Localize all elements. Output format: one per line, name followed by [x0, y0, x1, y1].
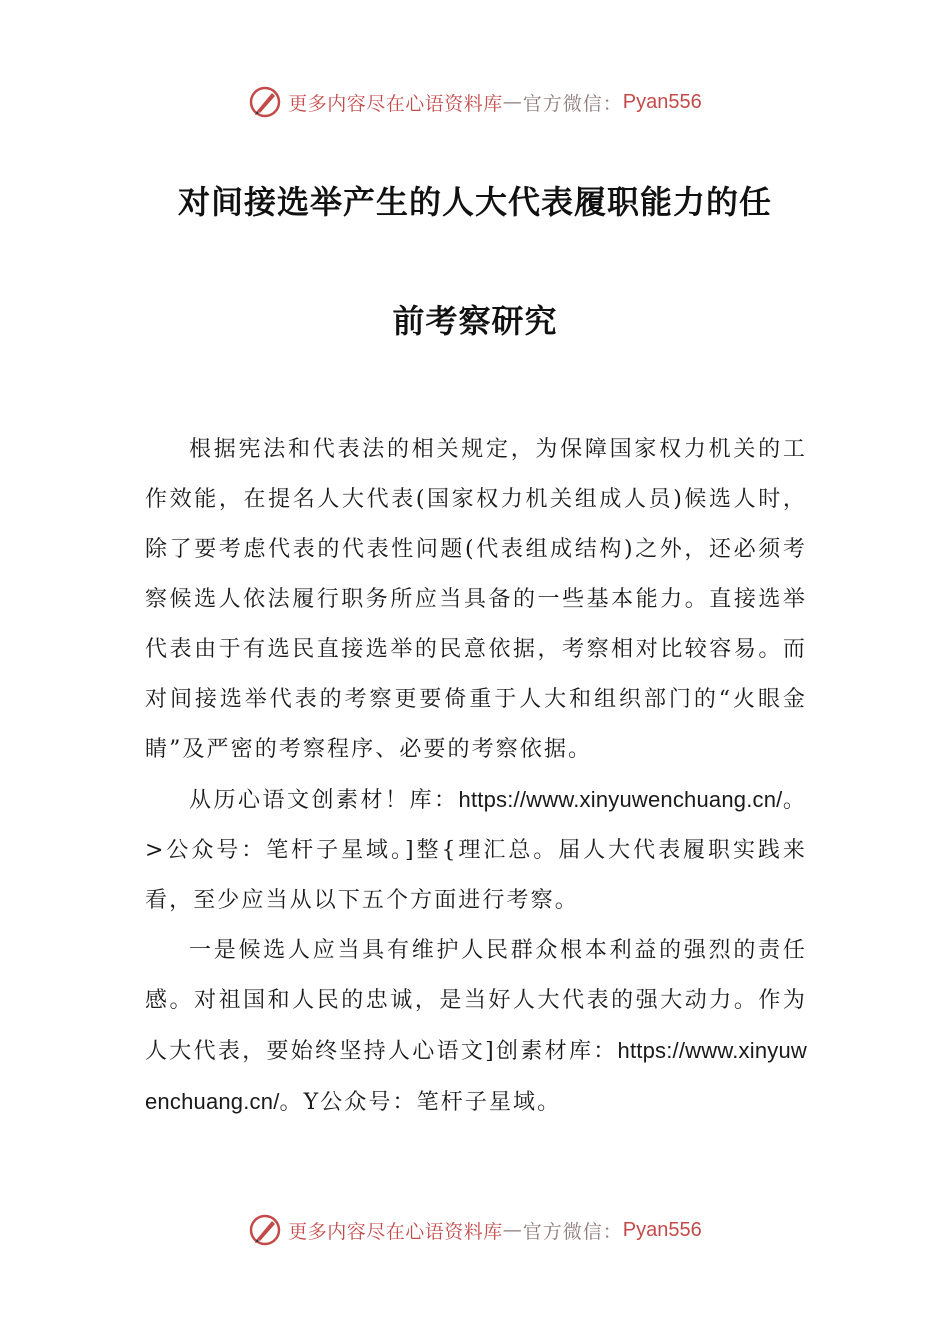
- banner-contact-id: Pyan556: [622, 90, 702, 113]
- paragraph-2-url: https://www.xinyuwenchuang.cn/: [458, 787, 783, 812]
- pen-logo-icon: [248, 85, 282, 119]
- banner-dash: —: [502, 1219, 523, 1241]
- paragraph-3-url: https://www.xinyuwenchuang.cn/: [145, 1038, 807, 1114]
- document-title-line-2: 前考察研究: [392, 302, 558, 340]
- footer-banner: [0, 1210, 950, 1250]
- banner-contact-id: Pyan556: [622, 1218, 702, 1241]
- banner-site-text: 更多内容尽在心语资料库: [288, 92, 503, 115]
- document-body: [145, 425, 807, 1128]
- banner-site-text: 更多内容尽在心语资料库: [288, 1220, 503, 1243]
- paragraph-3-text-a: 一是候选人应当具有维护人民群众根本利益的强烈的责任感。对祖国和人民的忠诚，是当好人大代表的强大动力。作为人大代表，要始终坚持人心语文]创素材库：: [145, 938, 807, 1064]
- paragraph-2-text-a: 从历心语文创素材！库：: [189, 788, 459, 813]
- paragraph-1: 根据宪法和代表法的相关规定，为保障国家权力机关的工作效能，在提名人大代表(国家权力机关组成人员)候选人时，除了要考虑代表的代表性问题(代表组成结构)之外，还必须考察候选人依法履行职务所应当具备的一些基本能力。直接选举代表由于有选民直接选举的民意依据，考察相对比较容易。而对间接选举代表的考察更要倚重于人大和组织部门的“火眼金睛”及严密的考察程序、必要的考察依据。: [145, 437, 807, 762]
- paragraph-3-text-b: 。Y公众号：笔杆子星域。: [279, 1090, 562, 1115]
- header-banner: [0, 82, 950, 122]
- document-title-line-1: 对间接选举产生的人大代表履职能力的任: [177, 183, 772, 221]
- banner-contact-label: 官方微信：: [522, 92, 623, 115]
- banner-dash: —: [502, 91, 523, 113]
- pen-logo-icon: [248, 1213, 282, 1247]
- paragraph-2-text-b: 。>公众号：笔杆子星域。]整{理汇总。届人大代表履职实践来看，至少应当从以下五个方面进行考察。: [145, 788, 807, 913]
- paragraph-3: [145, 926, 807, 1128]
- paragraph-2: [145, 775, 807, 926]
- banner-contact-label: 官方微信：: [522, 1220, 623, 1243]
